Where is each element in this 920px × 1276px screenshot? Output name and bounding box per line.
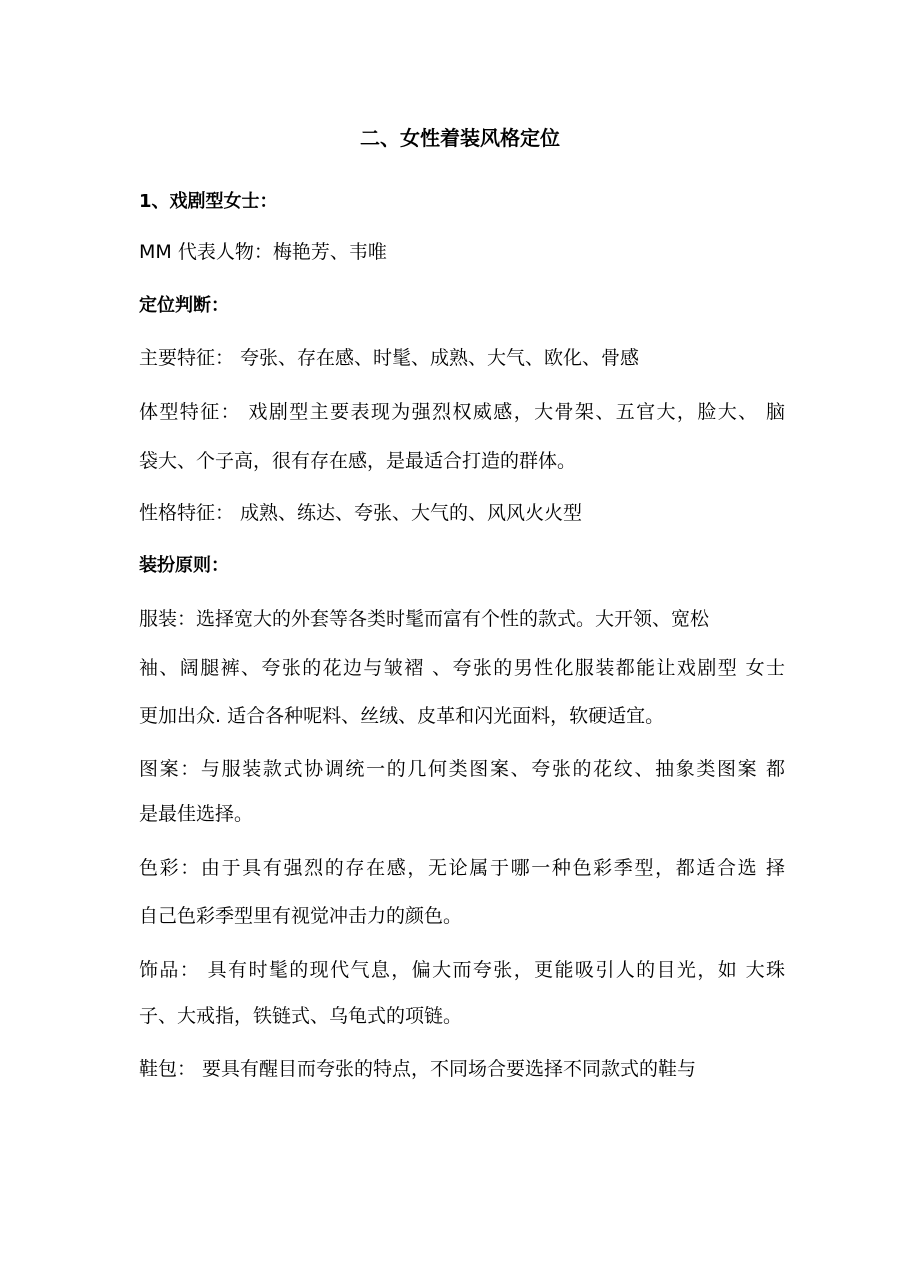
dressing-principles-heading: 装扮原则： [139,555,229,576]
page-title: 二、女性着装风格定位 [360,126,560,150]
accessories-text-line-2: 子、大戒指，铁链式、乌龟式的项链。 [139,1005,463,1027]
personality-text: 性格特征： 成熟、练达、夸张、大气的、风风火火型 [139,502,583,524]
body-type-text-line-2: 袋大、个子高，很有存在感，是最适合打造的群体。 [139,450,577,472]
pattern-text-line-1: 图案：与服装款式协调统一的几何类图案、夸张的花纹、抽象类图案 都 [139,758,785,780]
shoes-bags-text-line-1: 鞋包： 要具有醒目而夸张的特点，不同场合要选择不同款式的鞋与 [139,1058,697,1080]
clothing-text-line-3: 更加出众. 适合各种呢料、丝绒、皮革和闪光面料，软硬适宜。 [139,705,665,727]
pattern-text-line-2: 是最佳选择。 [139,803,254,825]
representatives-text: MM 代表人物：梅艳芳、韦唯 [139,241,387,263]
main-features-text: 主要特征： 夸张、存在感、时髦、成熟、大气、欧化、骨感 [139,347,640,369]
positioning-heading: 定位判断： [139,295,229,316]
color-text-line-2: 自己色彩季型里有视觉冲击力的颜色。 [139,905,463,927]
body-type-text-line-1: 体型特征： 戏剧型主要表现为强烈权威感，大骨架、五官大，脸大、 脑 [139,401,785,423]
clothing-text-line-1: 服装：选择宽大的外套等各类时髦而富有个性的款式。大开领、宽松 [139,608,710,630]
accessories-text-line-1: 饰品： 具有时髦的现代气息，偏大而夸张，更能吸引人的目光，如 大珠 [139,959,785,981]
clothing-text-line-2: 袖、阔腿裤、夸张的花边与皱褶 、夸张的男性化服装都能让戏剧型 女士 [139,657,785,679]
section-heading: 1、戏剧型女士： [139,191,278,212]
color-text-line-1: 色彩：由于具有强烈的存在感，无论属于哪一种色彩季型，都适合选 择 [139,857,785,879]
